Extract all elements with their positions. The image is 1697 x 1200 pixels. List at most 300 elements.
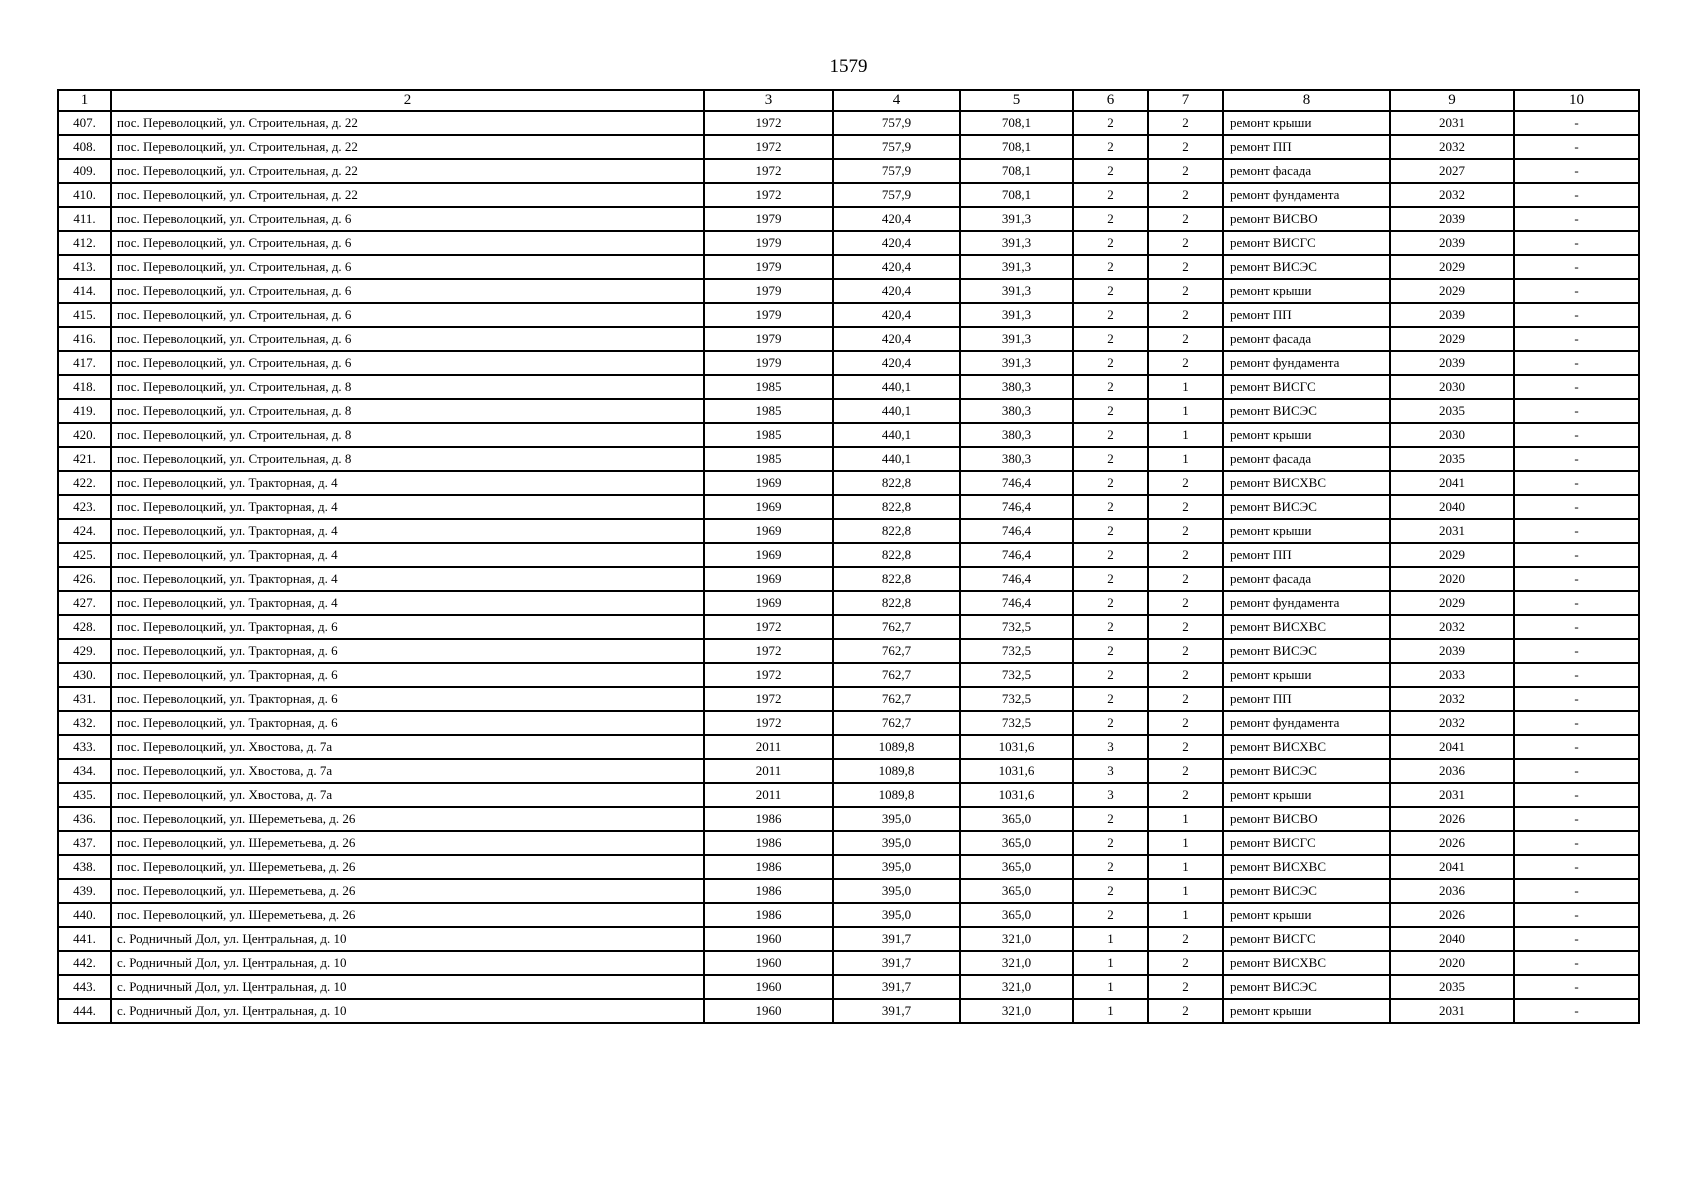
planned-year-cell: 2020 <box>1390 567 1514 591</box>
total-area-cell: 757,9 <box>833 183 960 207</box>
year-built-cell: 2011 <box>704 759 833 783</box>
table-row <box>58 591 1639 615</box>
note-cell: - <box>1514 519 1639 543</box>
planned-year-cell: 2039 <box>1390 351 1514 375</box>
table-body <box>58 111 1639 1023</box>
living-area-cell: 365,0 <box>960 831 1073 855</box>
floors-cell: 1 <box>1073 927 1148 951</box>
address-cell: пос. Переволоцкий, ул. Строительная, д. 6 <box>111 207 704 231</box>
table-row <box>58 663 1639 687</box>
work-type-cell: ремонт крыши <box>1223 999 1390 1023</box>
address-cell: с. Родничный Дол, ул. Центральная, д. 10 <box>111 975 704 999</box>
work-type-cell: ремонт ВИСЭС <box>1223 759 1390 783</box>
planned-year-cell: 2041 <box>1390 471 1514 495</box>
planned-year-cell: 2035 <box>1390 447 1514 471</box>
living-area-cell: 391,3 <box>960 327 1073 351</box>
note-cell: - <box>1514 543 1639 567</box>
note-cell: - <box>1514 975 1639 999</box>
row-number-cell: 432. <box>58 711 111 735</box>
total-area-cell: 822,8 <box>833 591 960 615</box>
living-area-cell: 1031,6 <box>960 735 1073 759</box>
total-area-cell: 391,7 <box>833 927 960 951</box>
work-type-cell: ремонт крыши <box>1223 111 1390 135</box>
row-number-cell: 417. <box>58 351 111 375</box>
address-cell: пос. Переволоцкий, ул. Строительная, д. 8 <box>111 399 704 423</box>
living-area-cell: 391,3 <box>960 231 1073 255</box>
year-built-cell: 1960 <box>704 951 833 975</box>
year-built-cell: 1972 <box>704 111 833 135</box>
floors-cell: 2 <box>1073 543 1148 567</box>
entrances-cell: 2 <box>1148 303 1223 327</box>
table-row <box>58 327 1639 351</box>
note-cell: - <box>1514 615 1639 639</box>
year-built-cell: 1972 <box>704 615 833 639</box>
year-built-cell: 1972 <box>704 711 833 735</box>
living-area-cell: 746,4 <box>960 495 1073 519</box>
entrances-cell: 2 <box>1148 639 1223 663</box>
total-area-cell: 1089,8 <box>833 759 960 783</box>
planned-year-cell: 2039 <box>1390 231 1514 255</box>
entrances-cell: 2 <box>1148 687 1223 711</box>
note-cell: - <box>1514 807 1639 831</box>
note-cell: - <box>1514 711 1639 735</box>
row-number-cell: 409. <box>58 159 111 183</box>
table-row <box>58 543 1639 567</box>
planned-year-cell: 2035 <box>1390 975 1514 999</box>
entrances-cell: 2 <box>1148 567 1223 591</box>
floors-cell: 2 <box>1073 807 1148 831</box>
floors-cell: 2 <box>1073 183 1148 207</box>
work-type-cell: ремонт фасада <box>1223 447 1390 471</box>
entrances-cell: 2 <box>1148 231 1223 255</box>
year-built-cell: 1985 <box>704 447 833 471</box>
table-row <box>58 447 1639 471</box>
note-cell: - <box>1514 231 1639 255</box>
table-row <box>58 303 1639 327</box>
row-number-cell: 413. <box>58 255 111 279</box>
row-number-cell: 418. <box>58 375 111 399</box>
note-cell: - <box>1514 687 1639 711</box>
column-header-2: 2 <box>111 90 704 111</box>
floors-cell: 2 <box>1073 399 1148 423</box>
row-number-cell: 429. <box>58 639 111 663</box>
address-cell: пос. Переволоцкий, ул. Хвостова, д. 7а <box>111 783 704 807</box>
table-row <box>58 231 1639 255</box>
note-cell: - <box>1514 495 1639 519</box>
planned-year-cell: 2030 <box>1390 375 1514 399</box>
entrances-cell: 2 <box>1148 495 1223 519</box>
living-area-cell: 732,5 <box>960 663 1073 687</box>
column-header-1: 1 <box>58 90 111 111</box>
entrances-cell: 1 <box>1148 807 1223 831</box>
living-area-cell: 746,4 <box>960 543 1073 567</box>
column-header-9: 9 <box>1390 90 1514 111</box>
row-number-cell: 423. <box>58 495 111 519</box>
entrances-cell: 2 <box>1148 927 1223 951</box>
planned-year-cell: 2032 <box>1390 711 1514 735</box>
living-area-cell: 708,1 <box>960 183 1073 207</box>
work-type-cell: ремонт ПП <box>1223 135 1390 159</box>
planned-year-cell: 2032 <box>1390 135 1514 159</box>
living-area-cell: 746,4 <box>960 471 1073 495</box>
table-row <box>58 687 1639 711</box>
entrances-cell: 1 <box>1148 855 1223 879</box>
work-type-cell: ремонт ПП <box>1223 687 1390 711</box>
total-area-cell: 1089,8 <box>833 783 960 807</box>
planned-year-cell: 2041 <box>1390 735 1514 759</box>
floors-cell: 2 <box>1073 615 1148 639</box>
note-cell: - <box>1514 903 1639 927</box>
work-type-cell: ремонт крыши <box>1223 279 1390 303</box>
address-cell: пос. Переволоцкий, ул. Строительная, д. 6 <box>111 279 704 303</box>
row-number-cell: 407. <box>58 111 111 135</box>
living-area-cell: 321,0 <box>960 975 1073 999</box>
total-area-cell: 440,1 <box>833 423 960 447</box>
address-cell: пос. Переволоцкий, ул. Шереметьева, д. 26 <box>111 855 704 879</box>
living-area-cell: 1031,6 <box>960 759 1073 783</box>
address-cell: пос. Переволоцкий, ул. Тракторная, д. 4 <box>111 495 704 519</box>
living-area-cell: 732,5 <box>960 687 1073 711</box>
total-area-cell: 420,4 <box>833 207 960 231</box>
year-built-cell: 1972 <box>704 663 833 687</box>
note-cell: - <box>1514 159 1639 183</box>
floors-cell: 2 <box>1073 855 1148 879</box>
planned-year-cell: 2039 <box>1390 303 1514 327</box>
total-area-cell: 762,7 <box>833 615 960 639</box>
address-cell: пос. Переволоцкий, ул. Строительная, д. 8 <box>111 375 704 399</box>
total-area-cell: 762,7 <box>833 687 960 711</box>
floors-cell: 2 <box>1073 879 1148 903</box>
entrances-cell: 2 <box>1148 759 1223 783</box>
address-cell: пос. Переволоцкий, ул. Тракторная, д. 4 <box>111 543 704 567</box>
total-area-cell: 757,9 <box>833 111 960 135</box>
year-built-cell: 1979 <box>704 351 833 375</box>
row-number-cell: 428. <box>58 615 111 639</box>
table-row <box>58 927 1639 951</box>
year-built-cell: 1986 <box>704 879 833 903</box>
planned-year-cell: 2026 <box>1390 831 1514 855</box>
work-type-cell: ремонт ВИСХВС <box>1223 855 1390 879</box>
floors-cell: 1 <box>1073 975 1148 999</box>
total-area-cell: 822,8 <box>833 543 960 567</box>
entrances-cell: 2 <box>1148 471 1223 495</box>
work-type-cell: ремонт фундамента <box>1223 711 1390 735</box>
note-cell: - <box>1514 183 1639 207</box>
address-cell: пос. Переволоцкий, ул. Строительная, д. 22 <box>111 111 704 135</box>
address-cell: пос. Переволоцкий, ул. Строительная, д. 22 <box>111 135 704 159</box>
planned-year-cell: 2039 <box>1390 207 1514 231</box>
work-type-cell: ремонт ВИСХВС <box>1223 471 1390 495</box>
address-cell: пос. Переволоцкий, ул. Строительная, д. 6 <box>111 231 704 255</box>
year-built-cell: 1969 <box>704 471 833 495</box>
total-area-cell: 395,0 <box>833 879 960 903</box>
year-built-cell: 1986 <box>704 855 833 879</box>
total-area-cell: 1089,8 <box>833 735 960 759</box>
row-number-cell: 433. <box>58 735 111 759</box>
row-number-cell: 434. <box>58 759 111 783</box>
total-area-cell: 391,7 <box>833 999 960 1023</box>
work-type-cell: ремонт ВИСЭС <box>1223 255 1390 279</box>
floors-cell: 1 <box>1073 951 1148 975</box>
note-cell: - <box>1514 375 1639 399</box>
entrances-cell: 2 <box>1148 591 1223 615</box>
total-area-cell: 391,7 <box>833 975 960 999</box>
table-row <box>58 495 1639 519</box>
column-header-8: 8 <box>1223 90 1390 111</box>
living-area-cell: 391,3 <box>960 255 1073 279</box>
planned-year-cell: 2032 <box>1390 615 1514 639</box>
year-built-cell: 1986 <box>704 831 833 855</box>
planned-year-cell: 2040 <box>1390 495 1514 519</box>
row-number-cell: 412. <box>58 231 111 255</box>
total-area-cell: 395,0 <box>833 855 960 879</box>
note-cell: - <box>1514 951 1639 975</box>
note-cell: - <box>1514 471 1639 495</box>
total-area-cell: 440,1 <box>833 447 960 471</box>
work-type-cell: ремонт ВИСЭС <box>1223 639 1390 663</box>
entrances-cell: 2 <box>1148 663 1223 687</box>
row-number-cell: 425. <box>58 543 111 567</box>
note-cell: - <box>1514 783 1639 807</box>
row-number-cell: 410. <box>58 183 111 207</box>
floors-cell: 2 <box>1073 111 1148 135</box>
entrances-cell: 2 <box>1148 279 1223 303</box>
address-cell: пос. Переволоцкий, ул. Тракторная, д. 4 <box>111 567 704 591</box>
table-row <box>58 975 1639 999</box>
row-number-cell: 438. <box>58 855 111 879</box>
work-type-cell: ремонт крыши <box>1223 783 1390 807</box>
entrances-cell: 2 <box>1148 207 1223 231</box>
work-type-cell: ремонт крыши <box>1223 903 1390 927</box>
year-built-cell: 1969 <box>704 591 833 615</box>
floors-cell: 2 <box>1073 831 1148 855</box>
planned-year-cell: 2026 <box>1390 903 1514 927</box>
row-number-cell: 422. <box>58 471 111 495</box>
year-built-cell: 1979 <box>704 303 833 327</box>
table-row <box>58 615 1639 639</box>
row-number-cell: 408. <box>58 135 111 159</box>
note-cell: - <box>1514 423 1639 447</box>
entrances-cell: 1 <box>1148 447 1223 471</box>
column-header-4: 4 <box>833 90 960 111</box>
table-row <box>58 159 1639 183</box>
column-header-3: 3 <box>704 90 833 111</box>
floors-cell: 2 <box>1073 639 1148 663</box>
address-cell: пос. Переволоцкий, ул. Хвостова, д. 7а <box>111 735 704 759</box>
work-type-cell: ремонт фасада <box>1223 159 1390 183</box>
note-cell: - <box>1514 663 1639 687</box>
address-cell: пос. Переволоцкий, ул. Строительная, д. 6 <box>111 255 704 279</box>
entrances-cell: 1 <box>1148 399 1223 423</box>
table-row <box>58 999 1639 1023</box>
year-built-cell: 1960 <box>704 975 833 999</box>
row-number-cell: 430. <box>58 663 111 687</box>
planned-year-cell: 2032 <box>1390 183 1514 207</box>
year-built-cell: 1985 <box>704 399 833 423</box>
table-row <box>58 255 1639 279</box>
note-cell: - <box>1514 111 1639 135</box>
table-row <box>58 639 1639 663</box>
address-cell: пос. Переволоцкий, ул. Строительная, д. 8 <box>111 423 704 447</box>
table-row <box>58 135 1639 159</box>
column-header-6: 6 <box>1073 90 1148 111</box>
living-area-cell: 746,4 <box>960 519 1073 543</box>
floors-cell: 2 <box>1073 255 1148 279</box>
floors-cell: 2 <box>1073 591 1148 615</box>
table-row <box>58 783 1639 807</box>
total-area-cell: 762,7 <box>833 663 960 687</box>
work-type-cell: ремонт ВИСВО <box>1223 807 1390 831</box>
total-area-cell: 395,0 <box>833 903 960 927</box>
entrances-cell: 2 <box>1148 735 1223 759</box>
year-built-cell: 1985 <box>704 423 833 447</box>
floors-cell: 1 <box>1073 999 1148 1023</box>
living-area-cell: 380,3 <box>960 399 1073 423</box>
total-area-cell: 420,4 <box>833 231 960 255</box>
note-cell: - <box>1514 303 1639 327</box>
floors-cell: 2 <box>1073 375 1148 399</box>
note-cell: - <box>1514 207 1639 231</box>
row-number-cell: 441. <box>58 927 111 951</box>
planned-year-cell: 2039 <box>1390 639 1514 663</box>
work-type-cell: ремонт ВИСГС <box>1223 927 1390 951</box>
work-type-cell: ремонт ПП <box>1223 543 1390 567</box>
total-area-cell: 395,0 <box>833 807 960 831</box>
row-number-cell: 421. <box>58 447 111 471</box>
column-header-5: 5 <box>960 90 1073 111</box>
entrances-cell: 2 <box>1148 159 1223 183</box>
work-type-cell: ремонт ВИСГС <box>1223 375 1390 399</box>
floors-cell: 2 <box>1073 471 1148 495</box>
note-cell: - <box>1514 831 1639 855</box>
floors-cell: 2 <box>1073 159 1148 183</box>
living-area-cell: 365,0 <box>960 855 1073 879</box>
table-row <box>58 567 1639 591</box>
total-area-cell: 757,9 <box>833 159 960 183</box>
living-area-cell: 321,0 <box>960 927 1073 951</box>
floors-cell: 3 <box>1073 759 1148 783</box>
living-area-cell: 321,0 <box>960 999 1073 1023</box>
living-area-cell: 391,3 <box>960 279 1073 303</box>
entrances-cell: 2 <box>1148 975 1223 999</box>
work-type-cell: ремонт фасада <box>1223 327 1390 351</box>
floors-cell: 2 <box>1073 303 1148 327</box>
planned-year-cell: 2029 <box>1390 591 1514 615</box>
address-cell: пос. Переволоцкий, ул. Строительная, д. 6 <box>111 327 704 351</box>
entrances-cell: 1 <box>1148 831 1223 855</box>
table-row <box>58 351 1639 375</box>
year-built-cell: 1972 <box>704 183 833 207</box>
floors-cell: 2 <box>1073 279 1148 303</box>
note-cell: - <box>1514 567 1639 591</box>
living-area-cell: 1031,6 <box>960 783 1073 807</box>
planned-year-cell: 2026 <box>1390 807 1514 831</box>
living-area-cell: 746,4 <box>960 567 1073 591</box>
table-row <box>58 375 1639 399</box>
address-cell: пос. Переволоцкий, ул. Тракторная, д. 4 <box>111 591 704 615</box>
entrances-cell: 2 <box>1148 711 1223 735</box>
note-cell: - <box>1514 855 1639 879</box>
entrances-cell: 2 <box>1148 183 1223 207</box>
year-built-cell: 2011 <box>704 735 833 759</box>
entrances-cell: 2 <box>1148 543 1223 567</box>
table-row <box>58 735 1639 759</box>
row-number-cell: 411. <box>58 207 111 231</box>
total-area-cell: 822,8 <box>833 567 960 591</box>
living-area-cell: 380,3 <box>960 423 1073 447</box>
row-number-cell: 440. <box>58 903 111 927</box>
living-area-cell: 365,0 <box>960 879 1073 903</box>
total-area-cell: 762,7 <box>833 711 960 735</box>
work-type-cell: ремонт фундамента <box>1223 591 1390 615</box>
column-header-7: 7 <box>1148 90 1223 111</box>
note-cell: - <box>1514 735 1639 759</box>
entrances-cell: 2 <box>1148 783 1223 807</box>
entrances-cell: 2 <box>1148 999 1223 1023</box>
floors-cell: 2 <box>1073 231 1148 255</box>
planned-year-cell: 2020 <box>1390 951 1514 975</box>
planned-year-cell: 2040 <box>1390 927 1514 951</box>
work-type-cell: ремонт ВИСЭС <box>1223 399 1390 423</box>
floors-cell: 2 <box>1073 447 1148 471</box>
planned-year-cell: 2041 <box>1390 855 1514 879</box>
year-built-cell: 1979 <box>704 279 833 303</box>
living-area-cell: 365,0 <box>960 807 1073 831</box>
total-area-cell: 757,9 <box>833 135 960 159</box>
year-built-cell: 1972 <box>704 159 833 183</box>
planned-year-cell: 2027 <box>1390 159 1514 183</box>
row-number-cell: 426. <box>58 567 111 591</box>
work-type-cell: ремонт ВИСЭС <box>1223 975 1390 999</box>
planned-year-cell: 2031 <box>1390 519 1514 543</box>
entrances-cell: 1 <box>1148 903 1223 927</box>
note-cell: - <box>1514 279 1639 303</box>
year-built-cell: 2011 <box>704 783 833 807</box>
row-number-cell: 427. <box>58 591 111 615</box>
planned-year-cell: 2031 <box>1390 111 1514 135</box>
address-cell: пос. Переволоцкий, ул. Тракторная, д. 6 <box>111 663 704 687</box>
floors-cell: 2 <box>1073 135 1148 159</box>
living-area-cell: 380,3 <box>960 375 1073 399</box>
address-cell: пос. Переволоцкий, ул. Строительная, д. 22 <box>111 159 704 183</box>
table-row <box>58 855 1639 879</box>
floors-cell: 2 <box>1073 327 1148 351</box>
entrances-cell: 2 <box>1148 327 1223 351</box>
address-cell: с. Родничный Дол, ул. Центральная, д. 10 <box>111 951 704 975</box>
planned-year-cell: 2029 <box>1390 543 1514 567</box>
row-number-cell: 431. <box>58 687 111 711</box>
year-built-cell: 1969 <box>704 495 833 519</box>
address-cell: пос. Переволоцкий, ул. Хвостова, д. 7а <box>111 759 704 783</box>
table-row <box>58 279 1639 303</box>
year-built-cell: 1985 <box>704 375 833 399</box>
total-area-cell: 420,4 <box>833 351 960 375</box>
table-row <box>58 207 1639 231</box>
total-area-cell: 822,8 <box>833 495 960 519</box>
entrances-cell: 2 <box>1148 615 1223 639</box>
living-area-cell: 732,5 <box>960 615 1073 639</box>
floors-cell: 2 <box>1073 711 1148 735</box>
year-built-cell: 1972 <box>704 687 833 711</box>
total-area-cell: 822,8 <box>833 471 960 495</box>
note-cell: - <box>1514 351 1639 375</box>
planned-year-cell: 2029 <box>1390 279 1514 303</box>
entrances-cell: 2 <box>1148 111 1223 135</box>
note-cell: - <box>1514 447 1639 471</box>
column-header-10: 10 <box>1514 90 1639 111</box>
year-built-cell: 1972 <box>704 135 833 159</box>
note-cell: - <box>1514 927 1639 951</box>
